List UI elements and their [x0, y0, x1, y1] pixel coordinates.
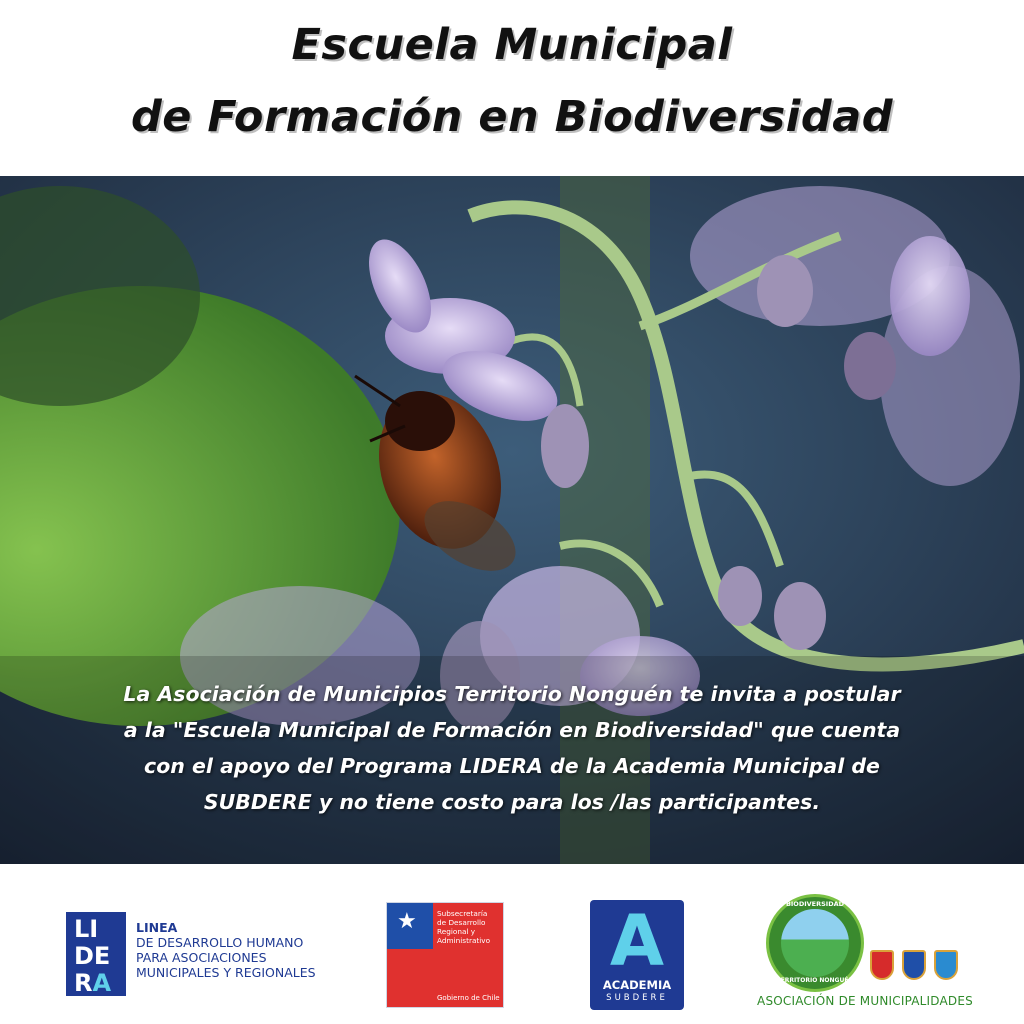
- asociacion-label: ASOCIACIÓN DE MUNICIPALIDADES: [757, 994, 973, 1008]
- subdere-text: [437, 909, 501, 945]
- lidera-logo: [66, 912, 126, 996]
- seal-ring-bottom: TERRITORIO NONGUÉN: [776, 977, 854, 984]
- hero-photo: [0, 176, 1024, 864]
- municipal-shield-icon: [934, 950, 958, 980]
- title-line-2: de Formación en Biodiversidad: [130, 92, 893, 142]
- lidera-text-line: PARA ASOCIACIONES: [136, 950, 267, 965]
- lidera-badge-line: DE: [74, 942, 111, 970]
- lidera-badge-line: R: [74, 969, 93, 997]
- academia-logo: [590, 900, 684, 1010]
- title-line-1: Escuela Municipal: [291, 20, 733, 70]
- star-icon: ★: [397, 909, 417, 934]
- flag-red: [387, 949, 433, 1007]
- lidera-text-line: MUNICIPALES Y REGIONALES: [136, 965, 316, 980]
- caption-line: a la "Escuela Municipal de Formación en Biodiversidad" que cuenta: [123, 718, 901, 742]
- lidera-description: [136, 920, 356, 980]
- subdere-text-line: Regional y: [437, 927, 476, 936]
- municipal-shield-icon: [870, 950, 894, 980]
- biodiversidad-seal: [766, 894, 864, 992]
- academia-sub: SUBDERE: [606, 993, 668, 1003]
- subdere-text-line: de Desarrollo: [437, 918, 486, 927]
- academia-name: ACADEMIA: [602, 978, 672, 992]
- caption-line: SUBDERE y no tiene costo para los /las participantes.: [203, 790, 821, 814]
- academia-letter: A: [609, 900, 665, 982]
- lidera-badge-line: A: [92, 969, 112, 997]
- lidera-badge-line: LI: [74, 915, 99, 943]
- caption-line: con el apoyo del Programa LIDERA de la Academia Municipal de: [144, 754, 880, 778]
- subdere-text-line: Subsecretaría: [437, 909, 488, 918]
- subdere-footer: Gobierno de Chile: [437, 994, 500, 1002]
- municipal-shield-icon: [902, 950, 926, 980]
- seal-landscape: [781, 909, 849, 977]
- lidera-text-line: DE DESARROLLO HUMANO: [136, 935, 304, 950]
- header: [0, 0, 1024, 176]
- subdere-text-line: Administrativo: [437, 936, 491, 945]
- partner-logos: [0, 864, 1024, 1024]
- invitation-caption: [20, 676, 1004, 820]
- caption-line: La Asociación de Municipios Territorio Nonguén te invita a postular: [123, 682, 901, 706]
- subdere-logo: [386, 902, 504, 1008]
- seal-ring-top: BIODIVERSIDAD: [785, 900, 845, 908]
- lidera-text-line: LINEA: [136, 920, 178, 935]
